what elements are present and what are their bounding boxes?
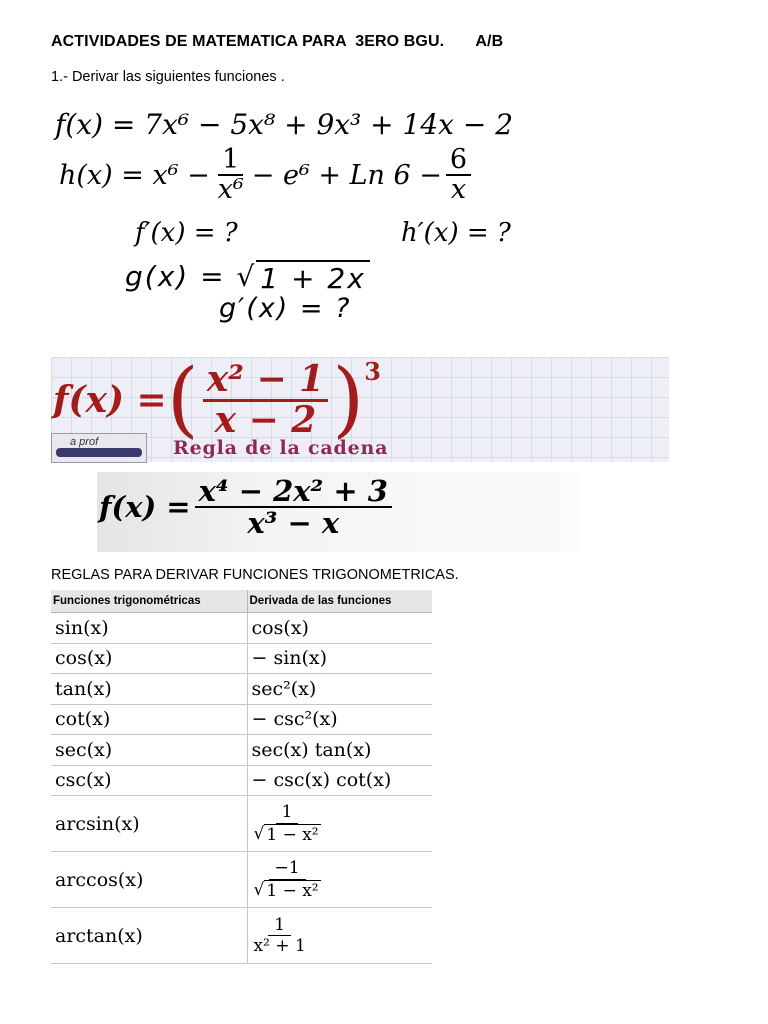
table-header-row (51, 590, 432, 613)
table-cell-derivative: − csc(x) cot(x) (247, 765, 432, 796)
table-row (51, 643, 432, 674)
table-cell-derivative: sec²(x) (247, 674, 432, 705)
derivative-fraction (252, 915, 308, 957)
sqrt-radicand: 1 − x² (266, 880, 319, 901)
fraction-denominator: x² + 1 (253, 936, 306, 956)
table-cell-derivative (247, 852, 432, 908)
banner-formula-left: f(x) = (53, 379, 167, 421)
function-h-left: h(x) = x⁶ − (59, 159, 210, 191)
table-row (51, 735, 432, 766)
exercise-block-1 (51, 98, 639, 330)
fraction-denominator: x³ − x (247, 506, 340, 541)
table-row (51, 852, 432, 908)
sqrt-radicand: 1 − x² (266, 824, 319, 845)
table-cell-derivative: − csc²(x) (247, 704, 432, 735)
chain-rule-caption: Regla de la cadena (173, 437, 389, 459)
fraction-denominator (252, 824, 323, 845)
table-cell-function: csc(x) (51, 765, 247, 796)
banner-exponent: 3 (364, 357, 381, 386)
publisher-logo (51, 433, 147, 463)
function-g (125, 260, 370, 295)
sqrt-expression (254, 880, 321, 901)
fraction-denominator: x (450, 174, 467, 206)
fraction-numerator: 1 (276, 802, 299, 823)
table-cell-function: arctan(x) (51, 908, 247, 964)
trig-derivatives-table (51, 590, 432, 964)
table-cell-function: arcsin(x) (51, 796, 247, 852)
function-h-middle: − e⁶ + Ln 6 − (251, 159, 442, 191)
derivative-fraction (252, 858, 323, 901)
function-h-fraction-2 (446, 146, 471, 205)
sqrt-expression (236, 260, 369, 295)
sqrt-symbol: √ (236, 260, 257, 293)
logo-text: a prof (70, 436, 99, 448)
table-cell-derivative: cos(x) (247, 613, 432, 644)
fraction-denominator: x − 2 (214, 398, 317, 441)
chain-rule-banner (51, 352, 669, 462)
fraction-numerator: 1 (218, 146, 243, 176)
page-title: ACTIVIDADES DE MATEMATICA PARA 3ERO BGU. A/B (51, 33, 504, 50)
table-row (51, 908, 432, 964)
exercise-block-3 (97, 472, 580, 552)
f-prime-question: f′(x) = ? (135, 218, 238, 248)
banner-fraction (203, 357, 329, 441)
sqrt-expression (254, 824, 321, 845)
table-cell-function: tan(x) (51, 674, 247, 705)
left-paren-icon: ( (166, 352, 199, 447)
right-paren-icon: ) (332, 352, 365, 447)
function-h-fraction-1 (214, 146, 248, 205)
instruction-text: 1.- Derivar las siguientes funciones . (51, 69, 285, 85)
fraction-numerator: 6 (446, 146, 471, 176)
fraction-numerator: 1 (268, 915, 291, 936)
g-prime-question: g′(x) = ? (219, 293, 352, 324)
rational-fraction (195, 476, 392, 539)
fraction-denominator (252, 880, 323, 901)
function-f: f(x) = 7x⁶ − 5x⁸ + 9x³ + 14x − 2 (55, 108, 514, 141)
sqrt-radicand: 1 + 2x (256, 260, 369, 295)
table-cell-function: cot(x) (51, 704, 247, 735)
sqrt-symbol: √ (253, 879, 265, 900)
fraction-numerator: x⁴ − 2x² + 3 (195, 476, 392, 508)
table-row (51, 613, 432, 644)
logo-badge-icon (56, 448, 142, 457)
table-row (51, 796, 432, 852)
table-cell-function: cos(x) (51, 643, 247, 674)
rational-function (99, 476, 396, 539)
fraction-denominator: x⁶ (217, 174, 244, 206)
sqrt-symbol: √ (253, 823, 265, 844)
fraction-numerator: x² − 1 (203, 361, 329, 402)
function-g-left: g(x) = (125, 260, 237, 293)
table-cell-function: sin(x) (51, 613, 247, 644)
derivative-fraction (252, 802, 323, 845)
table-cell-derivative: sec(x) tan(x) (247, 735, 432, 766)
table-cell-derivative (247, 796, 432, 852)
h-prime-question: h′(x) = ? (401, 218, 511, 248)
table-header-derivatives: Derivada de las funciones (247, 590, 432, 613)
table-row (51, 674, 432, 705)
table-cell-derivative: − sin(x) (247, 643, 432, 674)
table-header-functions: Funciones trigonométricas (51, 590, 247, 613)
table-cell-derivative (247, 908, 432, 964)
function-h (59, 146, 475, 205)
trig-rules-title: REGLAS PARA DERIVAR FUNCIONES TRIGONOMETRICAS. (51, 567, 459, 583)
table-row (51, 765, 432, 796)
table-row (51, 704, 432, 735)
fraction-numerator: −1 (269, 858, 306, 879)
table-cell-function: arccos(x) (51, 852, 247, 908)
rational-function-left: f(x) = (99, 490, 191, 525)
table-cell-function: sec(x) (51, 735, 247, 766)
